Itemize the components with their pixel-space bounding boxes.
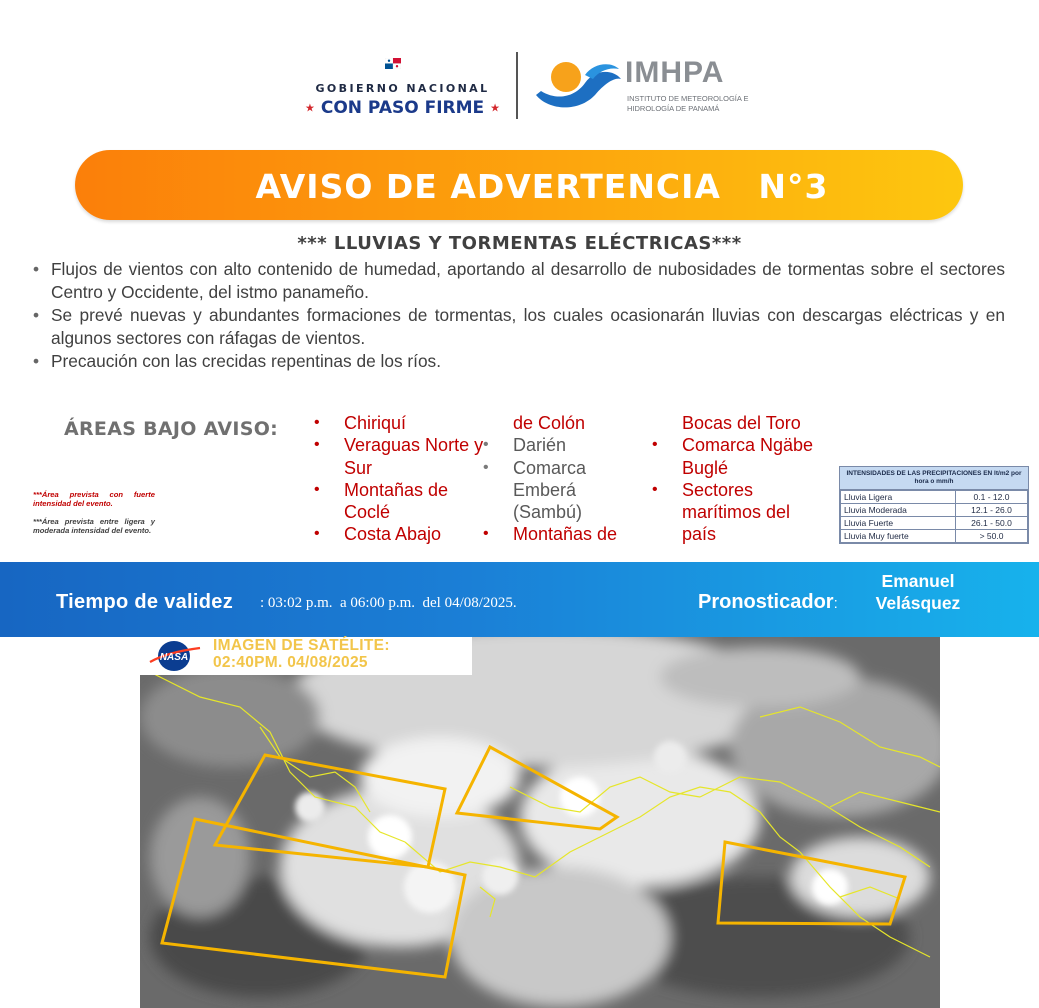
- area-item: • Costa Abajo: [314, 524, 442, 545]
- area-item: • Comarca Ngäbe Buglé: [652, 435, 814, 478]
- legend-note-moderate: ***Área prevista entre ligera y moderada intensidad del evento.: [33, 517, 155, 535]
- imhpa-subtitle: INSTITUTO DE METEOROLOGÍA E HIDROLOGÍA DE PANAMÁ: [627, 94, 749, 113]
- area-item-continued: Bocas del Toro: [682, 413, 801, 433]
- table-row: Lluvia Muy fuerte > 50.0: [841, 530, 1028, 543]
- forecaster-name: Emanuel Velásquez: [875, 571, 961, 613]
- area-item: • Montañas de: [483, 524, 618, 545]
- header: [0, 40, 1039, 130]
- table-row: Lluvia Ligera 0.1 - 12.0: [841, 491, 1028, 504]
- areas-column-2: [483, 412, 643, 546]
- star-icon: ★: [305, 101, 315, 115]
- table-row: Lluvia Fuerte 26.1 - 50.0: [841, 517, 1028, 530]
- bullet-item: • Se prevé nuevas y abundantes formaciones de tormentas, los cuales ocasionarán lluvias con descargas eléctricas y en algunos sectores con ráfagas de vientos.: [33, 304, 1005, 350]
- star-icon: ★: [490, 101, 500, 115]
- panama-flag-icon: [385, 58, 401, 69]
- gobierno-line1: GOBIERNO NACIONAL: [315, 82, 490, 95]
- area-item: • Chiriquí: [314, 413, 407, 433]
- satellite-map: [140, 637, 940, 1008]
- nasa-logo-icon: [146, 640, 202, 672]
- warning-title: AVISO DE ADVERTENCIA N°3: [255, 167, 829, 206]
- warning-bullets: [33, 258, 1005, 373]
- imhpa-logo-icon: [533, 55, 623, 117]
- gobierno-line2: [300, 98, 505, 118]
- satellite-image: [140, 637, 940, 1008]
- imhpa-name: IMHPA: [625, 56, 725, 89]
- area-item: • Comarca Emberá (Sambú): [483, 457, 587, 523]
- table-row: Lluvia Moderada 12.1 - 26.0: [841, 504, 1028, 517]
- area-item: • Sectores marítimos del país: [652, 479, 791, 545]
- areas-column-3: [652, 412, 822, 546]
- forecaster-label: Pronosticador:: [698, 591, 838, 613]
- svg-text:NASA: NASA: [159, 652, 189, 663]
- area-item: • Montañas de Coclé: [314, 479, 449, 523]
- satellite-title: IMAGEN DE SATÉLITE:: [213, 637, 390, 654]
- gobierno-logo: [300, 58, 505, 118]
- satellite-label: [140, 637, 472, 675]
- gobierno-slogan: CON PASO FIRME: [320, 98, 485, 118]
- area-item: • Darién: [483, 435, 567, 456]
- validity-bar: [0, 562, 1039, 637]
- area-item: • Veraguas Norte y Sur: [314, 435, 484, 478]
- title-banner: [75, 150, 963, 220]
- logo-divider: [516, 52, 518, 119]
- areas-label: ÁREAS BAJO AVISO:: [64, 418, 279, 440]
- satellite-timestamp: 02:40PM. 04/08/2025: [213, 654, 368, 671]
- validity-value: : 03:02 p.m. a 06:00 p.m. del 04/08/2025.: [260, 595, 517, 611]
- legend-note-strong: ***Área prevista con fuerte intensidad del evento.: [33, 490, 155, 508]
- area-item-continued: de Colón: [513, 413, 586, 433]
- bullet-item: • Flujos de vientos con alto contenido de humedad, aportando al desarrollo de nubosidades de tormentas sobre el sectores Centro y Occidente, del istmo panameño.: [33, 258, 1005, 304]
- intensity-table-header: INTENSIDADES DE LAS PRECIPITACIONES EN lt/m2 por hora o mm/h: [840, 467, 1028, 490]
- warning-subtitle: *** LLUVIAS Y TORMENTAS ELÉCTRICAS***: [297, 233, 742, 254]
- bullet-item: • Precaución con las crecidas repentinas de los ríos.: [33, 350, 1005, 373]
- validity-label: Tiempo de validez: [56, 591, 234, 613]
- intensity-table: [839, 466, 1029, 544]
- areas-column-1: [314, 412, 484, 546]
